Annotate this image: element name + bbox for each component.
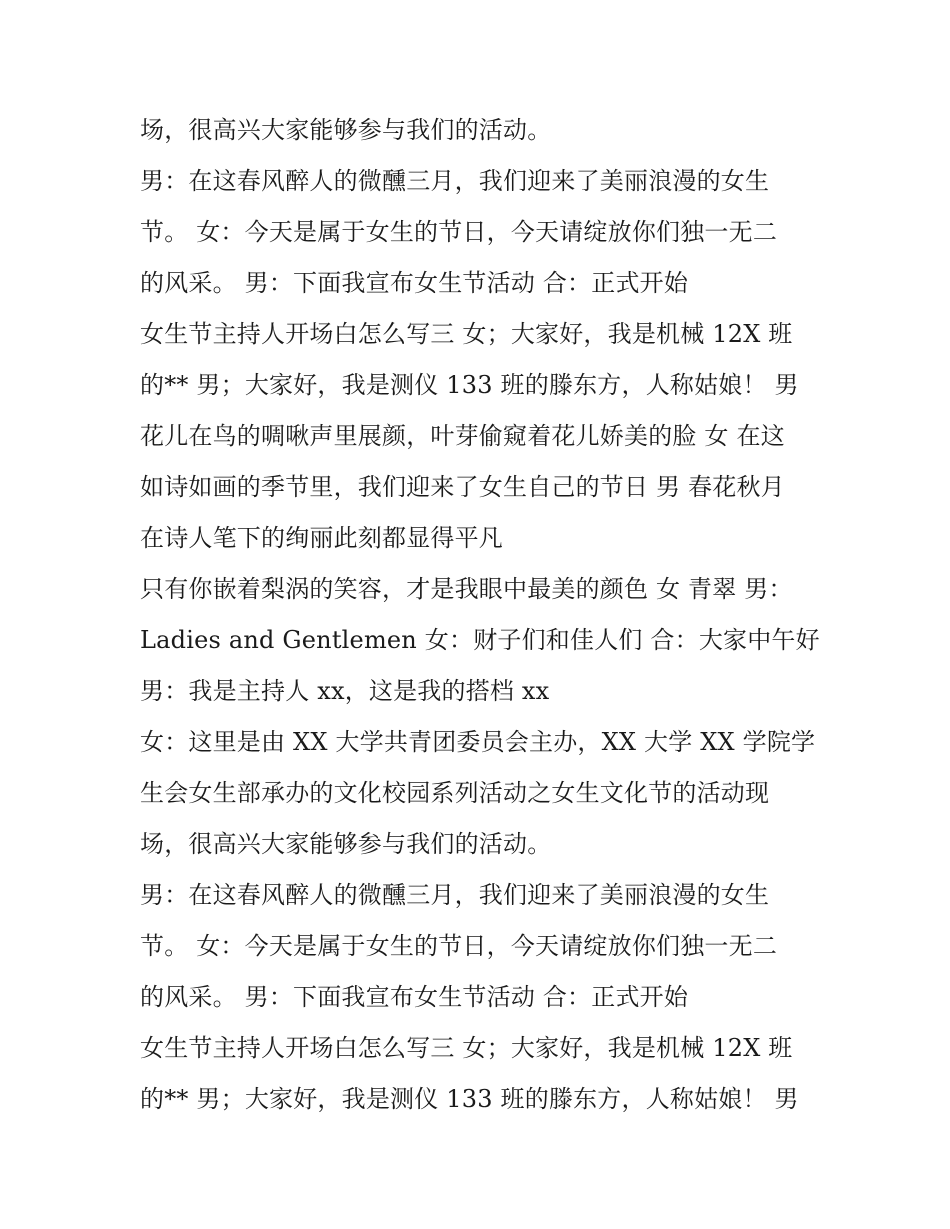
text-line: 的风采。 男：下面我宣布女生节活动 合：正式开始 — [140, 983, 689, 1011]
text-line: 场，很高兴大家能够参与我们的活动。 — [140, 116, 552, 144]
text-line: 如诗如画的季节里，我们迎来了女生自己的节日 男 春花秋月 — [140, 473, 785, 501]
text-line: 男：在这春风醉人的微醺三月，我们迎来了美丽浪漫的女生 — [140, 881, 770, 909]
text-line: 男：我是主持人 xx，这是我的搭档 xx — [140, 677, 550, 705]
text-line: 节。 女：今天是属于女生的节日，今天请绽放你们独一无二 — [140, 932, 778, 960]
text-line: 花儿在鸟的啁啾声里展颜，叶芽偷窥着花儿娇美的脸 女 在这 — [140, 422, 785, 450]
document-body — [140, 105, 820, 1125]
text-line: 的** 男；大家好，我是测仪 133 班的滕东方，人称姑娘！ 男 — [140, 371, 799, 399]
text-line: 的** 男；大家好，我是测仪 133 班的滕东方，人称姑娘！ 男 — [140, 1085, 799, 1113]
text-line: 女生节主持人开场白怎么写三 女；大家好，我是机械 12X 班 — [140, 320, 793, 348]
text-line: 的风采。 男：下面我宣布女生节活动 合：正式开始 — [140, 269, 689, 297]
text-line: 男：在这春风醉人的微醺三月，我们迎来了美丽浪漫的女生 — [140, 167, 770, 195]
text-line: 在诗人笔下的绚丽此刻都显得平凡 — [140, 524, 503, 552]
text-line: 只有你嵌着梨涡的笑容，才是我眼中最美的颜色 女 青翠 男： — [140, 575, 793, 603]
text-line: 女：这里是由 XX 大学共青团委员会主办，XX 大学 XX 学院学 — [140, 728, 816, 756]
text-line: 场，很高兴大家能够参与我们的活动。 — [140, 830, 552, 858]
text-line: 生会女生部承办的文化校园系列活动之女生文化节的活动现 — [140, 779, 770, 807]
text-line: 女生节主持人开场白怎么写三 女；大家好，我是机械 12X 班 — [140, 1034, 793, 1062]
text-line: 节。 女：今天是属于女生的节日，今天请绽放你们独一无二 — [140, 218, 778, 246]
text-line: Ladies and Gentlemen 女：财子们和佳人们 合：大家中午好 — [140, 626, 820, 654]
